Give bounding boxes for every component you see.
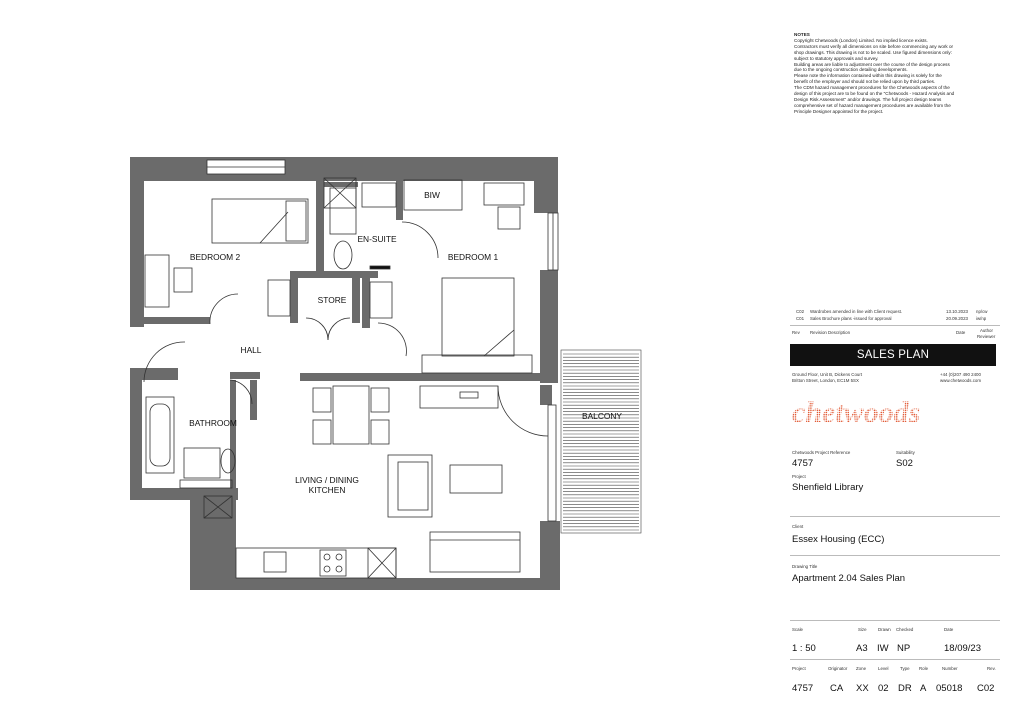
project-ref-value: 4757 bbox=[792, 458, 814, 469]
balcony-deck bbox=[561, 350, 641, 533]
rev-code: C02 bbox=[796, 309, 805, 314]
divider bbox=[790, 325, 1000, 326]
client-label: Client bbox=[792, 524, 804, 529]
walls bbox=[130, 157, 560, 590]
label-hall: HALL bbox=[240, 345, 262, 355]
date-value: 18/09/23 bbox=[944, 643, 981, 654]
notes-block bbox=[794, 32, 994, 115]
reviewer-header: Reviewer bbox=[977, 334, 996, 339]
number-rev-label: Rev. bbox=[987, 666, 996, 671]
notes-heading: NOTES bbox=[794, 32, 810, 37]
note-line: Please note the information contained within this drawing is solely for the bbox=[794, 73, 942, 79]
suitability-value: S02 bbox=[896, 458, 913, 469]
date-header: Date bbox=[956, 330, 966, 335]
scale-value: 1 : 50 bbox=[792, 643, 816, 654]
drawn-value: IW bbox=[877, 643, 889, 654]
number-originator-label: Originator bbox=[828, 666, 848, 671]
logo-text: chetwoods bbox=[792, 396, 921, 429]
checked-label: Checked bbox=[896, 627, 914, 632]
size-label: Size bbox=[858, 627, 867, 632]
note-line: Design Risk Assessment" and/or drawings. The full project design teams bbox=[794, 96, 942, 102]
rev-author: iw/np bbox=[976, 316, 987, 321]
number-level-value: 02 bbox=[878, 683, 889, 694]
project-label: Project bbox=[792, 474, 806, 479]
note-line: due to the ongoing construction detailing developments. bbox=[794, 67, 908, 73]
rev-description: Wardrobes amended in line with Client request. bbox=[810, 309, 903, 314]
project-value: Shenfield Library bbox=[792, 482, 864, 493]
note-line: Contractors must verify all dimensions on site before commencing any work or bbox=[794, 43, 954, 49]
number-number-value: 05018 bbox=[936, 683, 963, 694]
label-store: STORE bbox=[317, 295, 347, 305]
rev-author: np/cw bbox=[976, 309, 988, 314]
number-type-value: DR bbox=[898, 683, 912, 694]
number-type-label: Type bbox=[900, 666, 910, 671]
number-role-label: Role bbox=[919, 666, 929, 671]
phone: +44 (0)207 490 2400 bbox=[940, 372, 981, 377]
client-value: Essex Housing (ECC) bbox=[792, 534, 885, 545]
label-bedroom-1: BEDROOM 1 bbox=[447, 252, 499, 262]
divider bbox=[790, 620, 1000, 621]
number-originator-value: CA bbox=[830, 683, 844, 694]
rev-header: Rev bbox=[792, 330, 800, 335]
note-line: Copyright Chetwoods (London) Limited. No implied licence exists. bbox=[794, 37, 928, 43]
author-header: Author bbox=[980, 328, 993, 333]
size-value: A3 bbox=[856, 643, 868, 654]
label-en-suite: EN-SUITE bbox=[357, 234, 397, 244]
divider bbox=[790, 659, 1000, 660]
address-line-1: Ground Floor, Unit B, Dickens Court bbox=[792, 372, 863, 377]
note-line: benefit of the employer and should not be relied upon by third parties. bbox=[794, 79, 936, 85]
label-bedroom-2: BEDROOM 2 bbox=[189, 252, 241, 262]
note-line: comprehensive set of hazard management procedures are available from the bbox=[794, 102, 951, 108]
project-ref-label: Chetwoods Project Reference bbox=[792, 450, 851, 455]
note-line: The CDM hazard management procedures for the Chetwoods aspects of the bbox=[794, 85, 950, 91]
scale-label: Scale bbox=[792, 627, 803, 632]
drawn-label: Drawn bbox=[878, 627, 891, 632]
drawing-title-label: Drawing Title bbox=[792, 564, 818, 569]
website: www.chetwoods.com bbox=[940, 378, 981, 383]
note-line: Building areas are liable to adjustment over the course of the design process bbox=[794, 61, 950, 67]
rev-date: 13.10.2023 bbox=[946, 309, 968, 314]
address-line-2: Britton Street, London, EC1M 5SX bbox=[792, 378, 859, 383]
note-line: Principle Designer appointed for the project. bbox=[794, 108, 884, 114]
windows bbox=[207, 160, 558, 521]
label-bathroom: BATHROOM bbox=[189, 418, 237, 428]
number-level-label: Level bbox=[878, 666, 889, 671]
number-role-value: A bbox=[920, 683, 927, 694]
number-project-value: 4757 bbox=[792, 683, 814, 694]
label-kitchen: KITCHEN bbox=[308, 485, 346, 495]
chetwoods-logo bbox=[790, 396, 996, 436]
rev-description: Sales Brochure plans -issued for approval bbox=[810, 316, 892, 321]
number-number-label: Number bbox=[942, 666, 958, 671]
divider bbox=[790, 555, 1000, 556]
date-label: Date bbox=[944, 627, 954, 632]
number-zone-value: XX bbox=[856, 683, 869, 694]
note-line: shop drawings. This drawing is not to be scaled. Use figured dimensions only: bbox=[794, 49, 952, 55]
number-zone-label: Zone bbox=[856, 666, 867, 671]
suitability-label: Suitability bbox=[896, 450, 915, 455]
number-project-label: Project bbox=[792, 666, 806, 671]
number-rev-value: C02 bbox=[977, 683, 995, 694]
rev-date: 20.09.2023 bbox=[946, 316, 968, 321]
note-line: design of this project are to be found on the "Chetwoods - Hazard Analysis and bbox=[794, 91, 955, 97]
rev-code: C01 bbox=[796, 316, 805, 321]
label-balcony: BALCONY bbox=[581, 411, 623, 421]
divider bbox=[790, 516, 1000, 517]
label-living-dining: LIVING / DINING bbox=[295, 475, 359, 485]
drawing-title-value: Apartment 2.04 Sales Plan bbox=[792, 573, 906, 584]
desc-header: Revision Description bbox=[810, 330, 851, 335]
sales-plan-title: SALES PLAN bbox=[790, 344, 996, 366]
note-line: subject to statutory approvals and survey. bbox=[794, 55, 879, 61]
label-biw: BIW bbox=[424, 190, 440, 200]
title-block bbox=[790, 306, 1000, 701]
checked-value: NP bbox=[897, 643, 911, 654]
